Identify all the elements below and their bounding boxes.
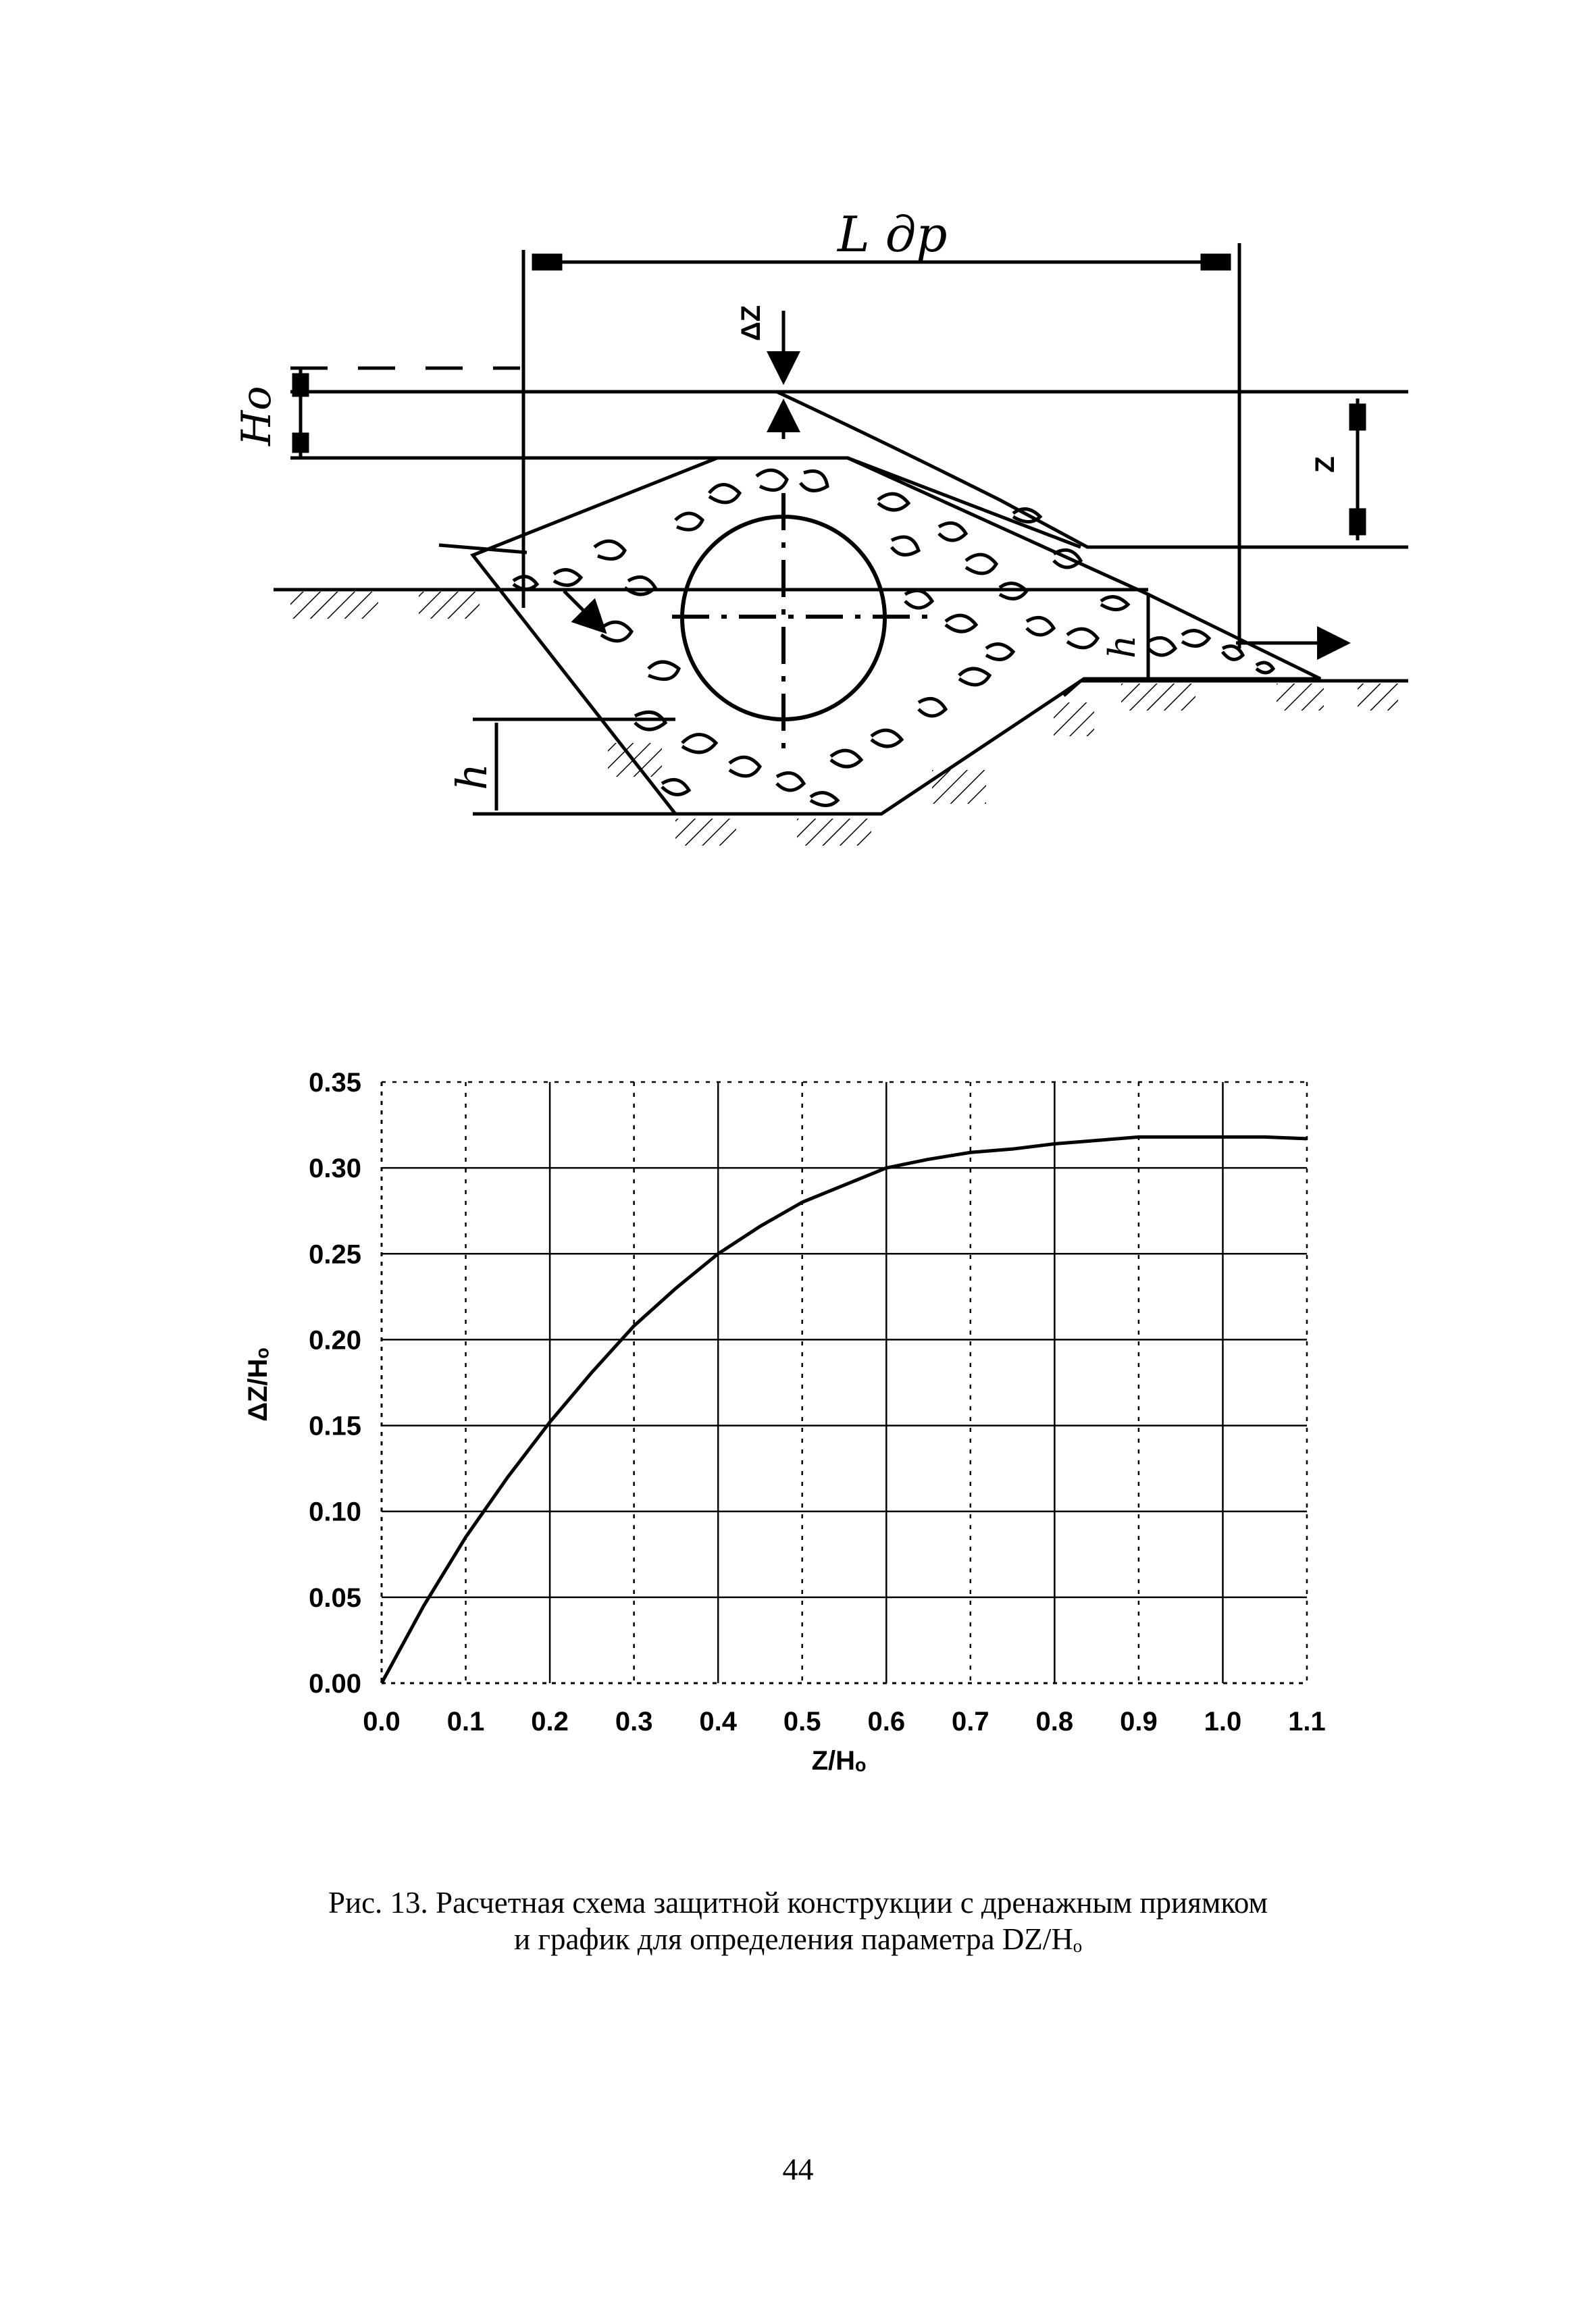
h-right-label: h [1101,635,1143,659]
caption-line-2: и график для определения параметра DZ/Hₒ [514,1922,1082,1956]
x-tick-label: 0.7 [952,1707,989,1737]
x-tick-label: 1.0 [1204,1707,1242,1737]
x-tick-label: 0.8 [1035,1707,1074,1737]
h-left-label: h [447,763,496,790]
figure-caption [0,1884,1596,1957]
x-tick-label: 0.0 [363,1707,401,1737]
x-tick-label: 0.4 [699,1707,737,1737]
caption-line-1: Рис. 13. Расчетная схема защитной конструкции с дренажным приямком [328,1886,1268,1920]
y-axis-label: ΔZ/Hₒ [243,1347,273,1422]
y-tick-label: 0.25 [309,1239,361,1270]
y-tick-label: 0.30 [309,1154,361,1184]
z-label: Z [1310,456,1340,473]
x-tick-label: 1.1 [1288,1707,1326,1737]
x-tick-label: 0.1 [446,1707,485,1737]
x-tick-label: 0.3 [615,1707,653,1737]
y-tick-label: 0.35 [309,1068,361,1098]
x-axis-label: Z/Hₒ [811,1746,867,1776]
delta-z-label: ΔZ [736,305,766,341]
h-o-label: Hо [233,386,280,446]
l-dr-label: L др [838,206,948,263]
y-tick-label: 0.00 [309,1669,361,1699]
y-tick-label: 0.10 [309,1497,361,1527]
x-tick-label: 0.2 [531,1707,569,1737]
x-tick-label: 0.9 [1120,1707,1158,1737]
x-tick-label: 0.6 [867,1707,906,1737]
x-tick-label: 0.5 [783,1707,821,1737]
y-tick-label: 0.05 [309,1583,361,1613]
y-tick-label: 0.15 [309,1411,361,1441]
y-tick-label: 0.20 [309,1325,361,1356]
series-line [382,1137,1307,1683]
page-number: 44 [782,2152,814,2186]
